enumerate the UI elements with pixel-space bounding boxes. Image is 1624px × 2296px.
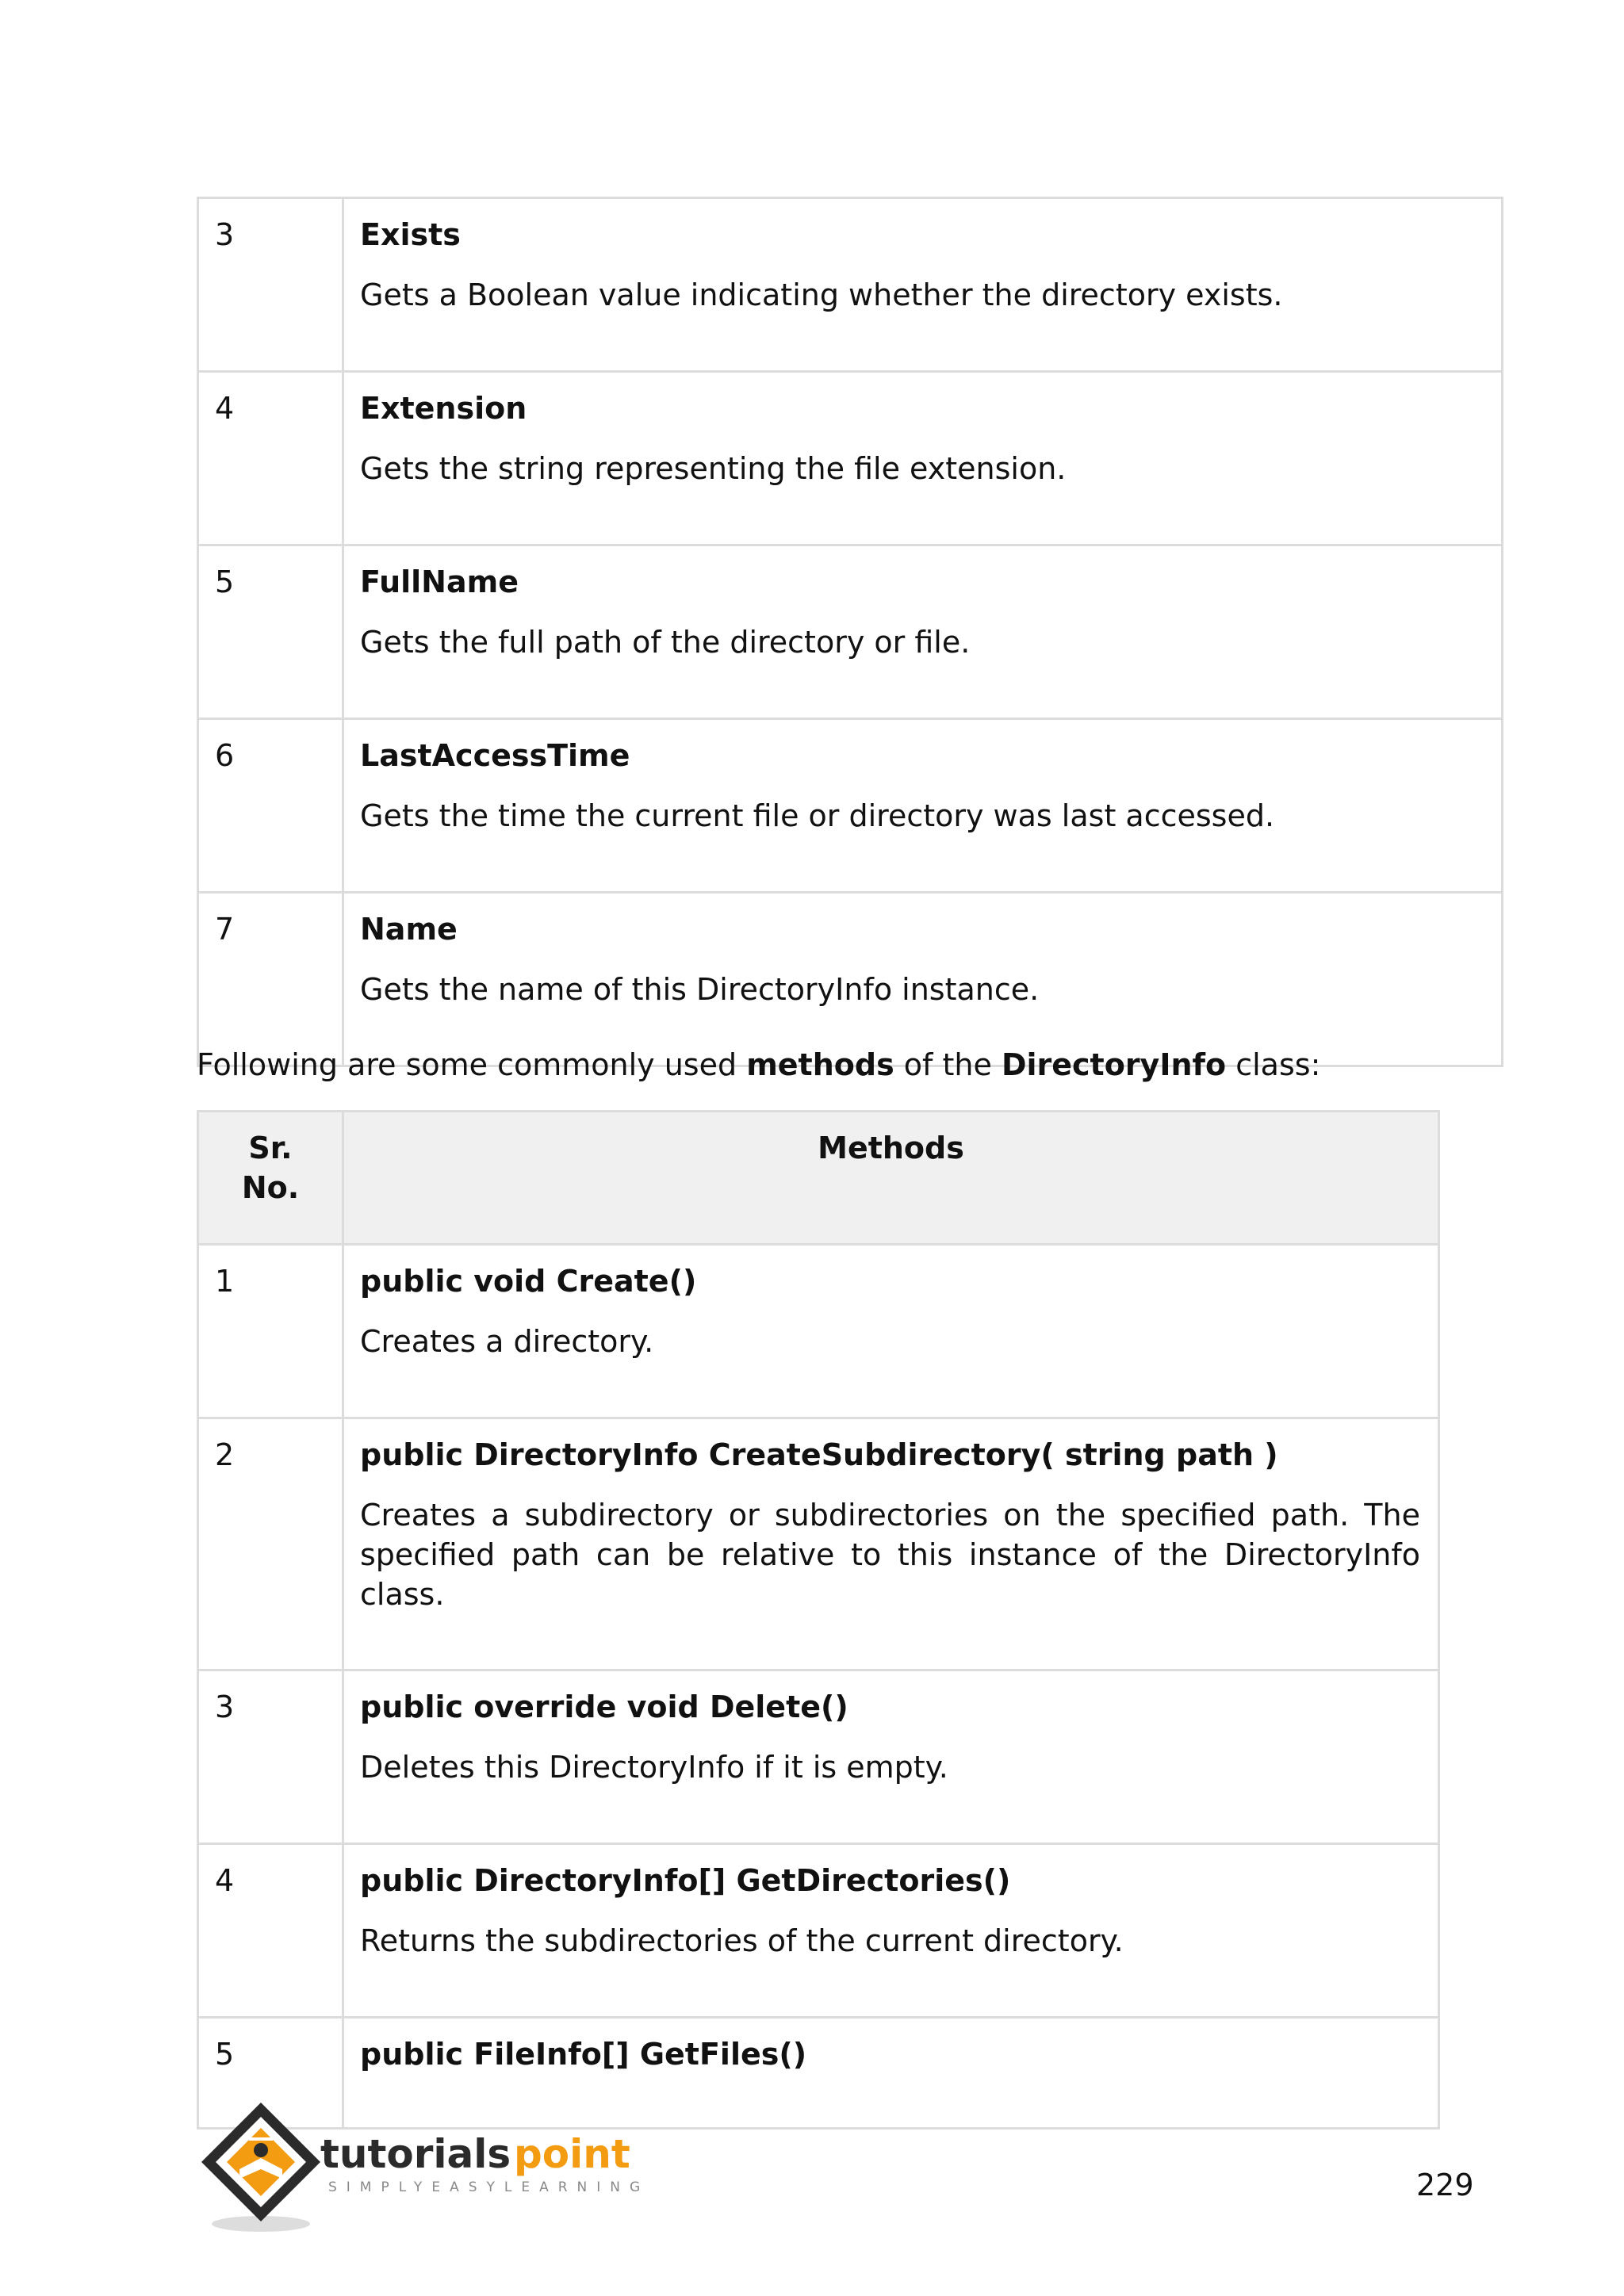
row-content bbox=[343, 1245, 1439, 1418]
row-content bbox=[343, 545, 1503, 719]
table-row bbox=[198, 372, 1503, 545]
methods-table bbox=[197, 1110, 1440, 2130]
properties-table bbox=[197, 197, 1503, 1067]
table-row bbox=[198, 893, 1503, 1066]
method-signature: public FileInfo[] GetFiles() bbox=[360, 2037, 807, 2072]
methods-intro bbox=[197, 1045, 1320, 1085]
row-number: 5 bbox=[198, 2018, 343, 2129]
method-signature: public void Create() bbox=[360, 1264, 697, 1299]
intro-text: class: bbox=[1226, 1047, 1321, 1082]
property-description: Gets the name of this DirectoryInfo instance. bbox=[360, 972, 1040, 1007]
row-number: 3 bbox=[198, 198, 343, 372]
method-signature: public override void Delete() bbox=[360, 1689, 848, 1724]
property-name: FullName bbox=[360, 564, 519, 599]
property-description: Gets a Boolean value indicating whether the directory exists. bbox=[360, 277, 1283, 312]
header-sr-line: No. bbox=[241, 1170, 300, 1205]
row-content bbox=[343, 893, 1503, 1066]
method-signature: public DirectoryInfo[] GetDirectories() bbox=[360, 1863, 1011, 1898]
method-description: Creates a subdirectory or subdirectories on the specified path. The specified path can be relative to this instance of the DirectoryInfo class. bbox=[360, 1498, 1420, 1612]
table-row bbox=[198, 719, 1503, 893]
intro-bold-methods: methods bbox=[746, 1047, 894, 1082]
row-content bbox=[343, 1844, 1439, 2018]
table-row bbox=[198, 1670, 1439, 1844]
row-content bbox=[343, 372, 1503, 545]
table-row bbox=[198, 1418, 1439, 1670]
row-content bbox=[343, 1670, 1439, 1844]
logo-word-point: point bbox=[514, 2131, 630, 2177]
property-name: Exists bbox=[360, 217, 461, 252]
table-row bbox=[198, 1844, 1439, 2018]
property-description: Gets the time the current file or directory was last accessed. bbox=[360, 798, 1275, 833]
method-description: Returns the subdirectories of the current directory. bbox=[360, 1923, 1124, 1958]
property-name: Extension bbox=[360, 391, 527, 426]
row-number: 4 bbox=[198, 372, 343, 545]
property-name: Name bbox=[360, 912, 458, 947]
row-number: 7 bbox=[198, 893, 343, 1066]
row-number: 3 bbox=[198, 1670, 343, 1844]
intro-text: of the bbox=[894, 1047, 1002, 1082]
method-signature: public DirectoryInfo CreateSubdirectory( string path ) bbox=[360, 1437, 1278, 1472]
logo-diamond-icon bbox=[201, 2103, 320, 2221]
table-header-row bbox=[198, 1112, 1439, 1245]
row-number: 4 bbox=[198, 1844, 343, 2018]
row-content bbox=[343, 1418, 1439, 1670]
property-name: LastAccessTime bbox=[360, 738, 630, 773]
page-number: 229 bbox=[1416, 2168, 1474, 2202]
row-content bbox=[343, 719, 1503, 893]
header-methods: Methods bbox=[343, 1112, 1439, 1245]
property-description: Gets the string representing the file extension. bbox=[360, 451, 1067, 486]
table-row bbox=[198, 1245, 1439, 1418]
intro-text: Following are some commonly used bbox=[197, 1047, 747, 1082]
logo-word-tutorials: tutorials bbox=[320, 2131, 511, 2177]
row-number: 6 bbox=[198, 719, 343, 893]
table-row bbox=[198, 198, 1503, 372]
header-sr-line: Sr. bbox=[248, 1131, 293, 1165]
method-description: Creates a directory. bbox=[360, 1324, 654, 1359]
row-number: 5 bbox=[198, 545, 343, 719]
header-sr-no bbox=[198, 1112, 343, 1245]
row-number: 1 bbox=[198, 1245, 343, 1418]
method-description: Deletes this DirectoryInfo if it is empty. bbox=[360, 1750, 948, 1785]
intro-bold-class: DirectoryInfo bbox=[1001, 1047, 1227, 1082]
property-description: Gets the full path of the directory or file. bbox=[360, 625, 971, 660]
logo-tagline: SIMPLYEASYLEARNING bbox=[328, 2179, 650, 2195]
table-row bbox=[198, 545, 1503, 719]
row-content bbox=[343, 198, 1503, 372]
row-number: 2 bbox=[198, 1418, 343, 1670]
tutorialspoint-logo bbox=[193, 2093, 653, 2236]
